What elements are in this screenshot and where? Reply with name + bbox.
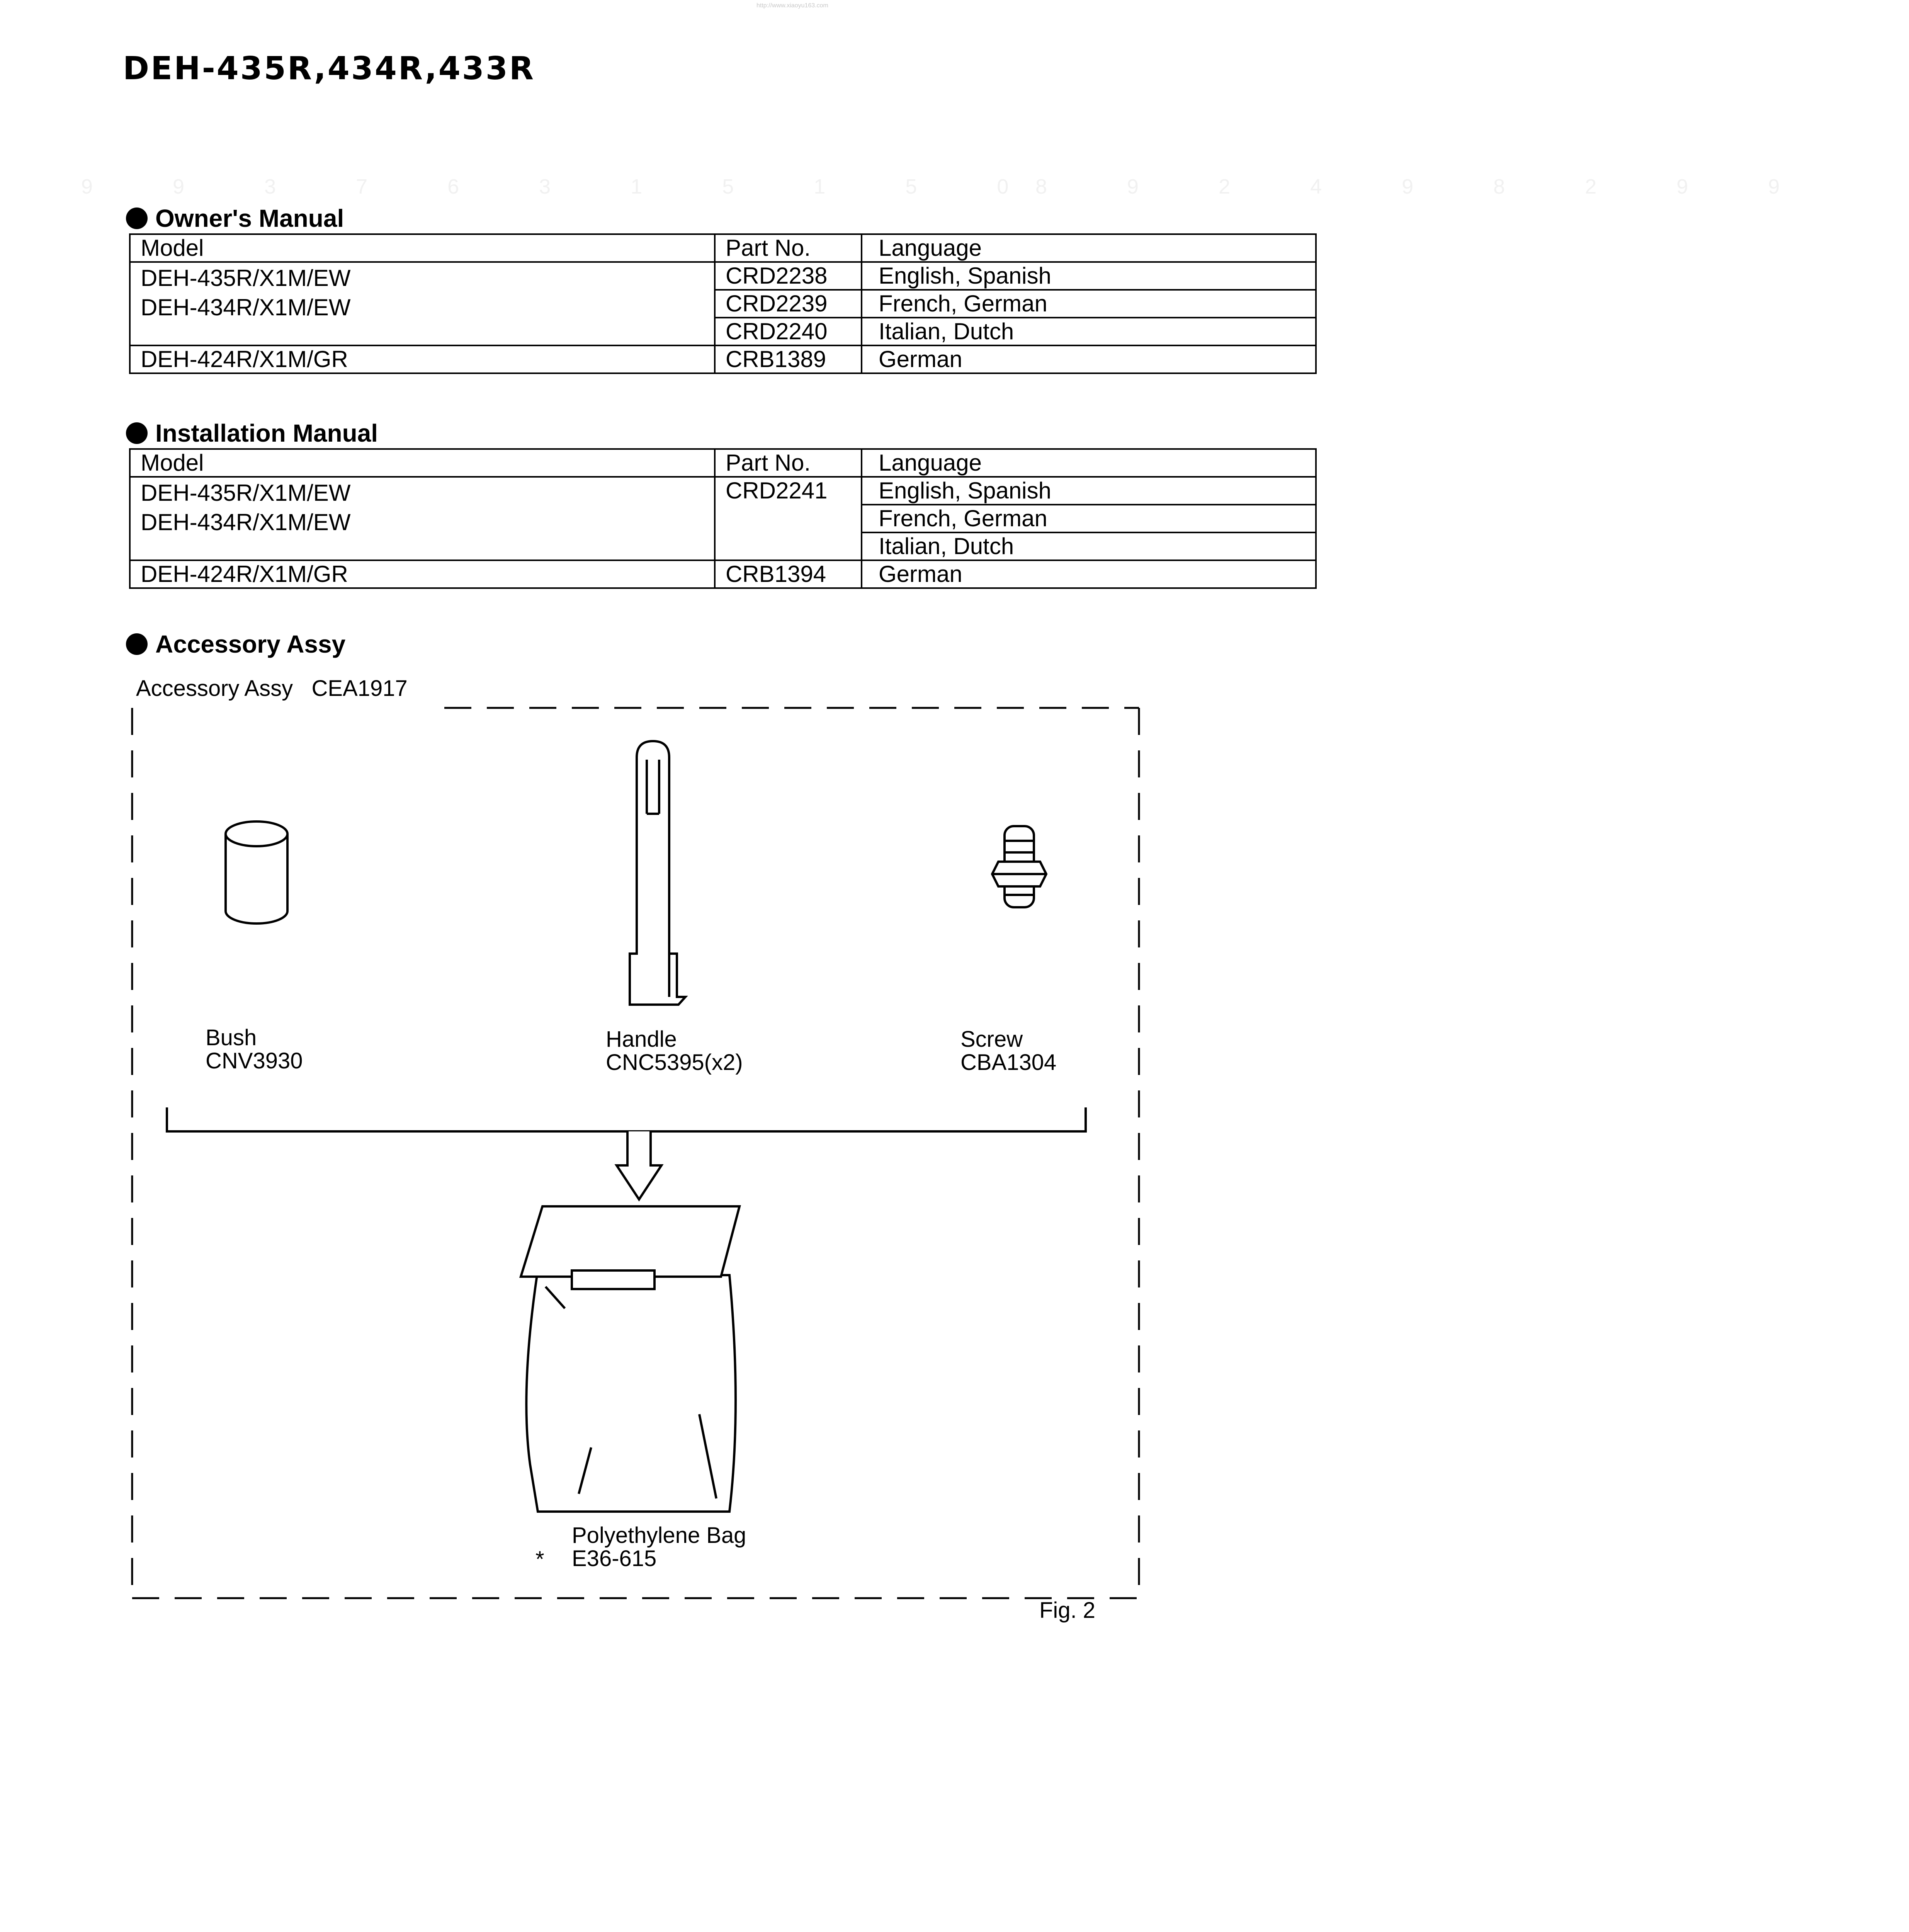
item-code: CBA1304 (960, 1050, 1057, 1075)
part-number: CRB1394 (715, 560, 862, 588)
bag-mark: * (535, 1547, 544, 1572)
header-language: Language (862, 234, 1316, 262)
watermark-serial-right: 8 9 2 4 9 8 2 9 9 (1035, 175, 1817, 198)
screw-caption (960, 1028, 1056, 1074)
bush-drawing (226, 821, 287, 923)
item-code: CNV3930 (206, 1048, 303, 1073)
model-name: DEH-435R/X1M/EW (141, 480, 351, 506)
assy-label-text: Accessory Assy (136, 676, 293, 701)
language-cell: German (862, 345, 1316, 373)
language-cell: French, German (862, 290, 1316, 318)
model-name: DEH-424R/X1M/GR (130, 345, 715, 373)
language-cell: Italian, Dutch (862, 318, 1316, 345)
assy-code: CEA1917 (311, 676, 408, 701)
header-language: Language (862, 449, 1316, 477)
accessory-assy-title: Accessory Assy (155, 630, 346, 658)
installation-manual-title: Installation Manual (155, 419, 378, 447)
item-code: CNC5395(x2) (606, 1050, 743, 1075)
model-name: DEH-434R/X1M/EW (141, 509, 351, 535)
document-title: DEH-435R,434R,433R (123, 50, 535, 87)
model-name: DEH-424R/X1M/GR (130, 560, 715, 588)
header-model: Model (130, 234, 715, 262)
bush-caption (206, 1026, 303, 1073)
figure-label: Fig. 2 (1039, 1598, 1096, 1623)
model-name: DEH-435R/X1M/EW (141, 265, 351, 291)
owners-manual-title: Owner's Manual (155, 204, 344, 232)
header-model: Model (130, 449, 715, 477)
language-cell: English, Spanish (862, 477, 1316, 505)
bag-code: E36-615 (572, 1546, 657, 1571)
bag-name: Polyethylene Bag (572, 1523, 746, 1548)
language-cell: German (862, 560, 1316, 588)
part-number: CRD2240 (715, 318, 862, 345)
header-part-no: Part No. (715, 234, 862, 262)
handle-drawing (630, 741, 685, 1005)
item-name: Screw (960, 1027, 1023, 1052)
collection-bracket (167, 1107, 1086, 1131)
header-part-no: Part No. (715, 449, 862, 477)
screw-drawing (992, 826, 1046, 907)
part-number: CRB1389 (715, 345, 862, 373)
down-arrow-icon (617, 1131, 661, 1199)
handle-caption (606, 1028, 743, 1074)
part-number: CRD2238 (715, 262, 862, 290)
watermark-url-top: http://www.xiaoyu163.com (756, 2, 828, 9)
language-cell: French, German (862, 505, 1316, 532)
language-cell: English, Spanish (862, 262, 1316, 290)
item-name: Handle (606, 1027, 677, 1052)
watermark-serial-left: 9 9 3 7 6 3 1 5 1 5 0 (81, 175, 1046, 198)
model-name: DEH-434R/X1M/EW (141, 294, 351, 320)
part-number: CRD2239 (715, 290, 862, 318)
language-cell: Italian, Dutch (862, 532, 1316, 560)
part-number: CRD2241 (715, 477, 862, 560)
item-name: Bush (206, 1025, 257, 1050)
polyethylene-bag-drawing (521, 1206, 739, 1512)
